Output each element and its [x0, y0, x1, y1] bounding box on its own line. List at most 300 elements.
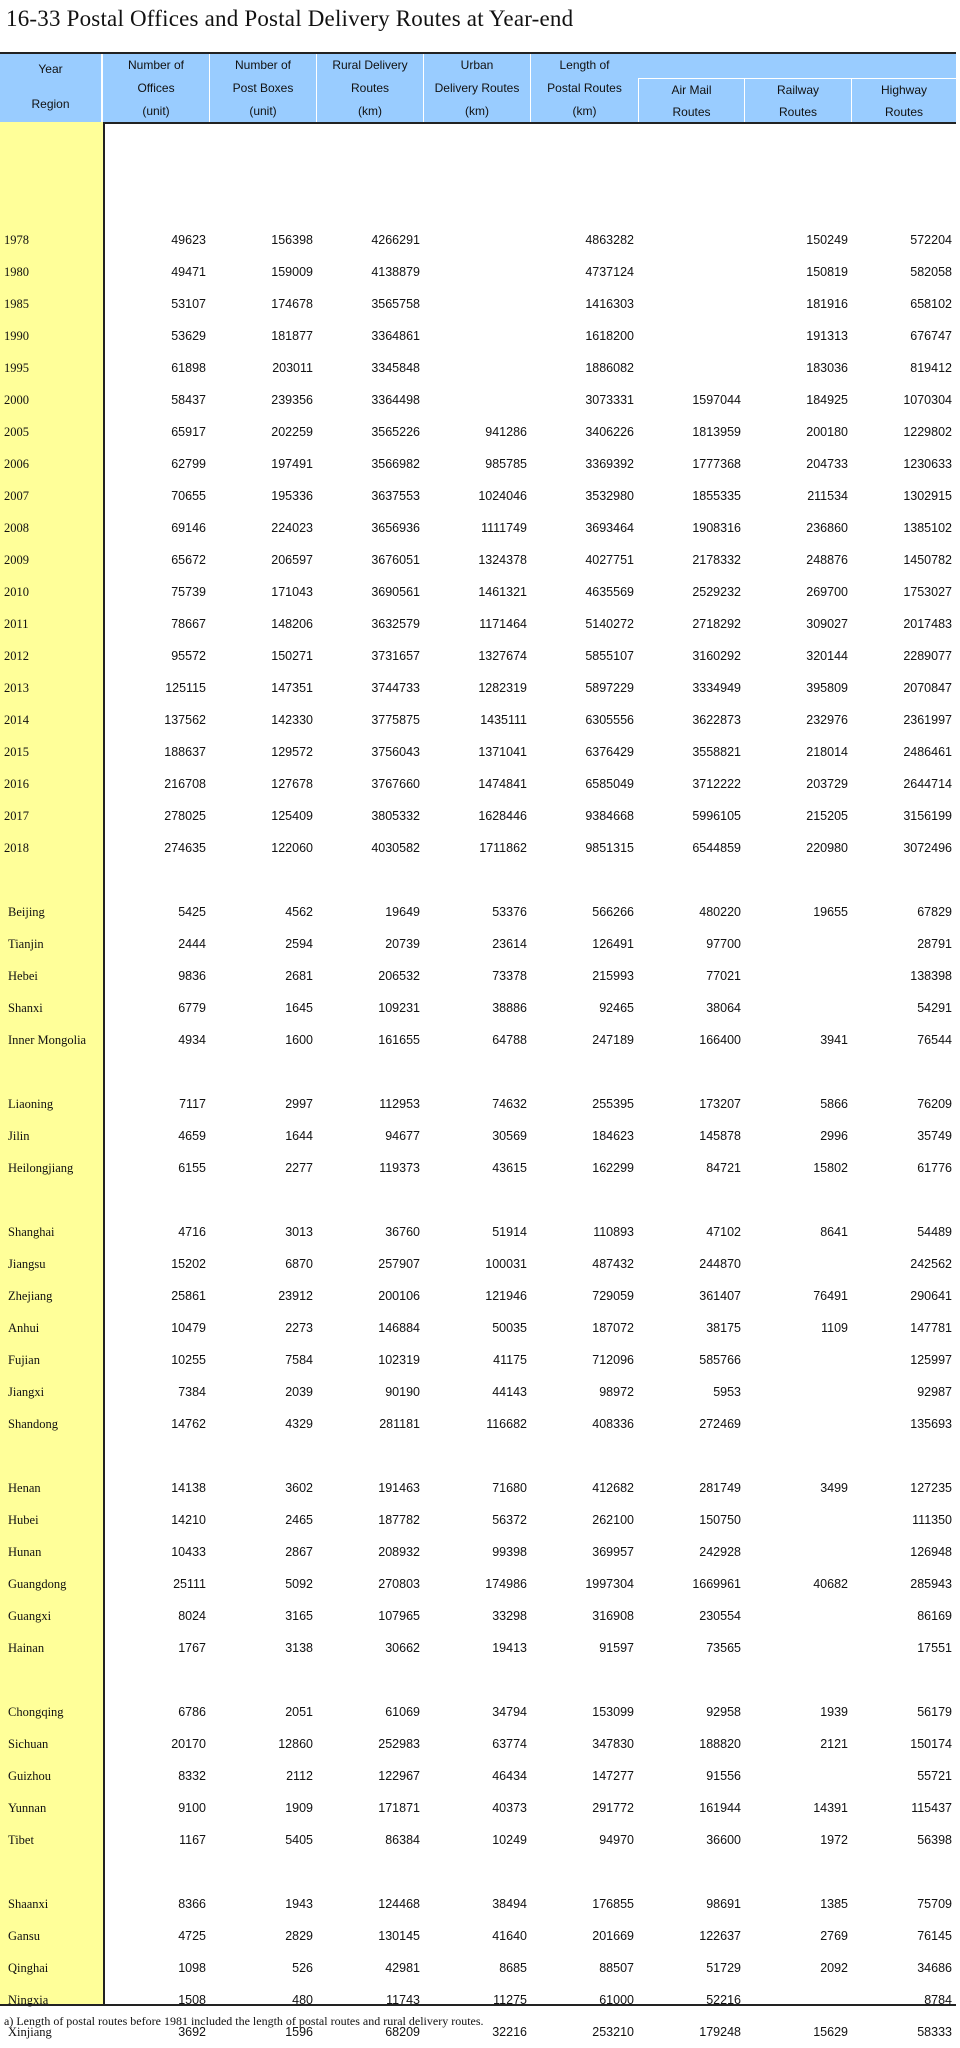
cell-rural: 124468: [378, 1897, 420, 1911]
header-length-line2: Postal Routes: [547, 81, 622, 95]
cell-highway: 242562: [910, 1257, 952, 1271]
cell-highway: 658102: [910, 297, 952, 311]
cell-rural: 3805332: [371, 809, 420, 823]
footnote: a) Length of postal routes before 1981 included the length of postal routes and rural delivery routes.: [4, 2014, 484, 2028]
cell-air: 6544859: [692, 841, 741, 855]
cell-rural: 3565758: [371, 297, 420, 311]
cell-length: 3532980: [585, 489, 634, 503]
cell-rail: 2092: [820, 1961, 848, 1975]
cell-highway: 17551: [917, 1641, 952, 1655]
header-rural-line3: (km): [358, 104, 382, 118]
cell-urban: 121946: [485, 1289, 527, 1303]
cell-boxes: 2277: [285, 1161, 313, 1175]
cell-rural: 200106: [378, 1289, 420, 1303]
cell-offices: 10479: [171, 1321, 206, 1335]
cell-length: 316908: [592, 1609, 634, 1623]
cell-boxes: 1943: [285, 1897, 313, 1911]
cell-boxes: 2465: [285, 1513, 313, 1527]
header-railway-line1: Railway: [776, 83, 819, 97]
cell-rail: 150249: [806, 233, 848, 247]
row-region-label: Gansu: [8, 1929, 40, 1943]
cell-rural: 191463: [378, 1481, 420, 1495]
cell-highway: 8784: [924, 1993, 952, 2007]
cell-length: 6585049: [585, 777, 634, 791]
cell-highway: 76544: [917, 1033, 952, 1047]
row-region-label: Jiangxi: [8, 1385, 45, 1399]
cell-rural: 161655: [378, 1033, 420, 1047]
cell-length: 255395: [592, 1097, 634, 1111]
cell-urban: 50035: [492, 1321, 527, 1335]
cell-urban: 46434: [492, 1769, 527, 1783]
cell-boxes: 3602: [285, 1481, 313, 1495]
cell-offices: 78667: [171, 617, 206, 631]
row-year-label: 2013: [4, 681, 29, 695]
table-row: [0, 992, 956, 1024]
cell-rail: 150819: [806, 265, 848, 279]
cell-offices: 14138: [171, 1481, 206, 1495]
cell-boxes: 181877: [271, 329, 313, 343]
cell-air: 585766: [699, 1353, 741, 1367]
cell-highway: 35749: [917, 1129, 952, 1143]
cell-boxes: 127678: [271, 777, 313, 791]
row-year-label: 2006: [4, 457, 29, 471]
cell-rail: 215205: [806, 809, 848, 823]
cell-boxes: 147351: [271, 681, 313, 695]
cell-air: 3622873: [692, 713, 741, 727]
table-row: [0, 384, 956, 416]
cell-boxes: 224023: [271, 521, 313, 535]
cell-length: 1618200: [585, 329, 634, 343]
row-year-label: 2015: [4, 745, 29, 759]
cell-rural: 146884: [378, 1321, 420, 1335]
cell-rail: 309027: [806, 617, 848, 631]
cell-rural: 208932: [378, 1545, 420, 1559]
row-region-label: Hunan: [8, 1545, 42, 1559]
cell-highway: 115437: [911, 1801, 952, 1815]
cell-length: 566266: [592, 905, 634, 919]
table-row: [0, 1600, 956, 1632]
cell-urban: 38886: [492, 1001, 527, 1015]
cell-highway: 676747: [910, 329, 952, 343]
header-urban-line3: (km): [465, 104, 489, 118]
row-year-label: 2008: [4, 521, 29, 535]
cell-urban: 71680: [492, 1481, 527, 1495]
cell-length: 3693464: [585, 521, 634, 535]
cell-offices: 14762: [171, 1417, 206, 1431]
header-year: Year: [38, 62, 63, 76]
cell-length: 1997304: [585, 1577, 634, 1591]
cell-rail: 5866: [820, 1097, 848, 1111]
cell-boxes: 203011: [272, 361, 313, 375]
cell-rural: 3676051: [371, 553, 420, 567]
cell-highway: 2644714: [903, 777, 952, 791]
header-urban: [424, 54, 531, 122]
cell-boxes: 1600: [285, 1033, 313, 1047]
table-row: [0, 1536, 956, 1568]
cell-length: 1886082: [585, 361, 634, 375]
cell-length: 61000: [599, 1993, 634, 2007]
cell-rail: 204733: [806, 457, 848, 471]
row-region-label: Hebei: [8, 969, 38, 983]
cell-boxes: 3165: [285, 1609, 313, 1623]
cell-rural: 3775875: [371, 713, 420, 727]
cell-boxes: 526: [292, 1961, 313, 1975]
cell-length: 6305556: [585, 713, 634, 727]
table-row: [0, 448, 956, 480]
cell-boxes: 206597: [271, 553, 313, 567]
cell-boxes: 197491: [271, 457, 313, 471]
cell-rural: 102319: [378, 1353, 420, 1367]
cell-highway: 125997: [910, 1353, 952, 1367]
cell-boxes: 7584: [285, 1353, 313, 1367]
table-row: [0, 928, 956, 960]
cell-length: 5897229: [585, 681, 634, 695]
cell-offices: 4934: [178, 1033, 206, 1047]
cell-rural: 3767660: [371, 777, 420, 791]
cell-urban: 1171464: [479, 617, 527, 631]
cell-length: 291772: [592, 1801, 634, 1815]
cell-rural: 3364861: [371, 329, 420, 343]
cell-highway: 111350: [912, 1513, 952, 1527]
cell-rural: 11743: [386, 1993, 420, 2007]
cell-offices: 10433: [171, 1545, 206, 1559]
table-bottom-rule: [0, 2004, 956, 2006]
cell-length: 9384668: [585, 809, 634, 823]
table-row: [0, 672, 956, 704]
cell-boxes: 156398: [271, 233, 313, 247]
row-region-label: Guangdong: [8, 1577, 67, 1591]
cell-rural: 130145: [378, 1929, 420, 1943]
cell-offices: 14210: [171, 1513, 206, 1527]
cell-air: 1597044: [692, 393, 741, 407]
cell-offices: 49471: [171, 265, 206, 279]
cell-rural: 206532: [378, 969, 420, 983]
cell-offices: 20170: [171, 1737, 206, 1751]
cell-boxes: 23912: [278, 1289, 313, 1303]
cell-urban: 19413: [492, 1641, 527, 1655]
cell-air: 1777368: [692, 457, 741, 471]
cell-offices: 1767: [178, 1641, 206, 1655]
table-row: [0, 576, 956, 608]
cell-rail: 1385: [820, 1897, 848, 1911]
cell-highway: 2289077: [903, 649, 952, 663]
cell-boxes: 4329: [285, 1417, 313, 1431]
cell-highway: 285943: [910, 1577, 952, 1591]
cell-urban: 53376: [492, 905, 527, 919]
cell-rail: 2121: [820, 1737, 848, 1751]
row-year-label: 2007: [4, 489, 29, 503]
cell-length: 347830: [592, 1737, 634, 1751]
cell-air: 173207: [699, 1097, 741, 1111]
cell-rural: 112953: [379, 1097, 420, 1111]
cell-rail: 269700: [806, 585, 848, 599]
row-year-label: 2011: [4, 617, 29, 631]
row-region-label: Guangxi: [8, 1609, 52, 1623]
table-row: [0, 1696, 956, 1728]
cell-urban: 99398: [492, 1545, 527, 1559]
cell-offices: 216708: [164, 777, 206, 791]
cell-air: 179248: [699, 2025, 741, 2039]
cell-boxes: 2273: [285, 1321, 313, 1335]
table-row: [0, 1408, 956, 1440]
cell-rural: 257907: [378, 1257, 420, 1271]
row-region-label: Beijing: [8, 905, 45, 919]
cell-air: 150750: [699, 1513, 741, 1527]
cell-urban: 40373: [492, 1801, 527, 1815]
cell-highway: 572204: [910, 233, 952, 247]
cell-air: 122637: [699, 1929, 741, 1943]
header-rural: [317, 54, 424, 122]
cell-boxes: 1596: [285, 2025, 313, 2039]
row-region-label: Hubei: [8, 1513, 39, 1527]
cell-rail: 15802: [813, 1161, 848, 1175]
cell-air: 52216: [706, 1993, 741, 2007]
cell-air: 2529232: [692, 585, 741, 599]
cell-rural: 3345848: [371, 361, 420, 375]
cell-boxes: 142330: [271, 713, 313, 727]
cell-length: 4863282: [585, 233, 634, 247]
cell-boxes: 2594: [285, 937, 313, 951]
cell-highway: 61776: [917, 1161, 952, 1175]
cell-air: 73565: [706, 1641, 741, 1655]
cell-urban: 64788: [492, 1033, 527, 1047]
cell-length: 4737124: [585, 265, 634, 279]
cell-boxes: 202259: [271, 425, 313, 439]
header-highway-line1: Highway: [880, 83, 928, 97]
cell-air: 2178332: [692, 553, 741, 567]
cell-rural: 3637553: [371, 489, 420, 503]
cell-length: 262100: [592, 1513, 634, 1527]
cell-offices: 49623: [171, 233, 206, 247]
cell-offices: 4716: [178, 1225, 206, 1239]
row-region-label: Shanxi: [8, 1001, 43, 1015]
cell-offices: 5425: [178, 905, 206, 919]
cell-boxes: 5092: [285, 1577, 313, 1591]
row-year-label: 2009: [4, 553, 29, 567]
cell-highway: 28791: [917, 937, 952, 951]
cell-highway: 1070304: [903, 393, 952, 407]
cell-rural: 119373: [379, 1161, 420, 1175]
cell-urban: 985785: [485, 457, 527, 471]
table-row: [0, 1792, 956, 1824]
cell-rural: 252983: [378, 1737, 420, 1751]
table-row: [0, 1248, 956, 1280]
cell-offices: 4725: [178, 1929, 206, 1943]
cell-length: 126491: [592, 937, 634, 951]
row-region-label: Shandong: [8, 1417, 58, 1431]
table-row: [0, 1216, 956, 1248]
header-railway-line2: Routes: [778, 105, 818, 119]
cell-length: 253210: [592, 2025, 634, 2039]
cell-offices: 61898: [171, 361, 206, 375]
cell-urban: 23614: [492, 937, 527, 951]
row-region-label: Tianjin: [8, 937, 44, 951]
page-title: 16-33 Postal Offices and Postal Delivery Routes at Year-end: [6, 6, 574, 31]
cell-highway: 34686: [917, 1961, 952, 1975]
cell-air: 84721: [706, 1161, 741, 1175]
cell-boxes: 129572: [271, 745, 313, 759]
cell-rural: 107965: [378, 1609, 420, 1623]
cell-offices: 9100: [178, 1801, 206, 1815]
cell-offices: 65917: [171, 425, 206, 439]
cell-offices: 3692: [178, 2025, 206, 2039]
cell-urban: 34794: [492, 1705, 527, 1719]
cell-rail: 8641: [820, 1225, 848, 1239]
cell-air: 5953: [713, 1385, 741, 1399]
cell-length: 9851315: [585, 841, 634, 855]
header-post-boxes: [210, 54, 317, 122]
row-year-label: 2012: [4, 649, 29, 663]
cell-rail: 191313: [806, 329, 848, 343]
row-region-label: Zhejiang: [8, 1289, 53, 1303]
table-row: [0, 768, 956, 800]
cell-rail: 3941: [820, 1033, 848, 1047]
cell-boxes: 2867: [285, 1545, 313, 1559]
header-railway: [745, 78, 852, 122]
cell-highway: 1302915: [903, 489, 952, 503]
row-year-label: 2010: [4, 585, 29, 599]
cell-rail: 1939: [820, 1705, 848, 1719]
row-year-label: 1980: [4, 265, 29, 279]
cell-highway: 54489: [917, 1225, 952, 1239]
table-row: [0, 1920, 956, 1952]
cell-boxes: 2681: [285, 969, 313, 983]
cell-offices: 125115: [165, 681, 206, 695]
row-year-label: 2017: [4, 809, 29, 823]
cell-rural: 42981: [385, 1961, 420, 1975]
table-row: [0, 320, 956, 352]
cell-length: 369957: [592, 1545, 634, 1559]
cell-rural: 3364498: [371, 393, 420, 407]
table-row: [0, 896, 956, 928]
cell-urban: 1435111: [480, 713, 527, 727]
table-row: [0, 704, 956, 736]
cell-length: 412682: [592, 1481, 634, 1495]
cell-urban: 941286: [485, 425, 527, 439]
cell-air: 36600: [706, 1833, 741, 1847]
cell-offices: 8366: [178, 1897, 206, 1911]
header-length-line3: (km): [572, 104, 597, 118]
header-year-region: [0, 54, 103, 122]
table-row: [0, 1824, 956, 1856]
table-row: [0, 256, 956, 288]
cell-highway: 76209: [917, 1097, 952, 1111]
table-row: [0, 1344, 956, 1376]
cell-length: 3073331: [585, 393, 634, 407]
header-boxes-line2: Post Boxes: [232, 81, 294, 95]
cell-boxes: 195336: [271, 489, 313, 503]
cell-length: 88507: [599, 1961, 634, 1975]
header-air-line1: Air Mail: [671, 83, 712, 97]
table-row: [0, 1632, 956, 1664]
cell-rail: 2769: [820, 1929, 848, 1943]
cell-air: 77021: [706, 969, 741, 983]
cell-rail: 183036: [806, 361, 848, 375]
cell-rail: 236860: [806, 521, 848, 535]
table-row: [0, 736, 956, 768]
cell-air: 281749: [699, 1481, 741, 1495]
header-air: [638, 78, 745, 122]
cell-urban: 1628446: [478, 809, 527, 823]
cell-length: 408336: [592, 1417, 634, 1431]
cell-length: 4635569: [585, 585, 634, 599]
row-year-label: 2018: [4, 841, 29, 855]
cell-air: 91556: [706, 1769, 741, 1783]
cell-offices: 62799: [171, 457, 206, 471]
cell-rail: 19655: [813, 905, 848, 919]
row-year-label: 2014: [4, 713, 29, 727]
table-row: [0, 1888, 956, 1920]
cell-length: 94970: [599, 1833, 634, 1847]
cell-rural: 3756043: [371, 745, 420, 759]
table-row: [0, 1984, 956, 2016]
cell-urban: 32216: [492, 2025, 527, 2039]
header-offices-line2: Offices: [137, 81, 175, 95]
cell-urban: 1474841: [478, 777, 527, 791]
cell-air: 1669961: [692, 1577, 741, 1591]
cell-rural: 36760: [385, 1225, 420, 1239]
cell-urban: 116682: [486, 1417, 527, 1431]
cell-highway: 92987: [917, 1385, 952, 1399]
cell-offices: 10255: [171, 1353, 206, 1367]
cell-offices: 95572: [171, 649, 206, 663]
cell-highway: 3072496: [903, 841, 952, 855]
row-region-label: Jilin: [8, 1129, 30, 1143]
cell-rail: 40682: [813, 1577, 848, 1591]
cell-urban: 1282319: [478, 681, 527, 695]
cell-boxes: 480: [292, 1993, 313, 2007]
table-row: [0, 1120, 956, 1152]
cell-highway: 58333: [917, 2025, 952, 2039]
table-row: [0, 480, 956, 512]
cell-offices: 25111: [173, 1577, 206, 1591]
header-rural-line2: Routes: [350, 81, 390, 95]
cell-offices: 137562: [164, 713, 206, 727]
cell-urban: 51914: [492, 1225, 527, 1239]
row-year-label: 1995: [4, 361, 29, 375]
cell-rail: 248876: [806, 553, 848, 567]
header-boxes-line1: Number of: [234, 58, 292, 72]
table-row: [0, 1088, 956, 1120]
table-row: [0, 1472, 956, 1504]
cell-offices: 6786: [178, 1705, 206, 1719]
cell-boxes: 239356: [271, 393, 313, 407]
cell-length: 487432: [592, 1257, 634, 1271]
cell-boxes: 150271: [271, 649, 313, 663]
cell-offices: 4659: [178, 1129, 206, 1143]
cell-boxes: 2051: [285, 1705, 313, 1719]
row-region-label: Inner Mongolia: [8, 1033, 87, 1047]
header-offices-line3: (unit): [142, 104, 170, 118]
cell-highway: 127235: [910, 1481, 952, 1495]
cell-urban: 1371041: [478, 745, 527, 759]
cell-length: 153099: [592, 1705, 634, 1719]
table-row: [0, 224, 956, 256]
cell-urban: 63774: [492, 1737, 527, 1751]
row-region-label: Yunnan: [8, 1801, 47, 1815]
table-row: [0, 800, 956, 832]
cell-rail: 181916: [806, 297, 848, 311]
cell-air: 480220: [699, 905, 741, 919]
cell-rural: 4030582: [371, 841, 420, 855]
cell-length: 110893: [593, 1225, 634, 1239]
cell-rail: 3499: [820, 1481, 848, 1495]
cell-offices: 6779: [178, 1001, 206, 1015]
cell-rural: 4266291: [371, 233, 420, 247]
cell-highway: 147781: [910, 1321, 952, 1335]
row-region-label: Henan: [8, 1481, 41, 1495]
cell-rural: 187782: [378, 1513, 420, 1527]
